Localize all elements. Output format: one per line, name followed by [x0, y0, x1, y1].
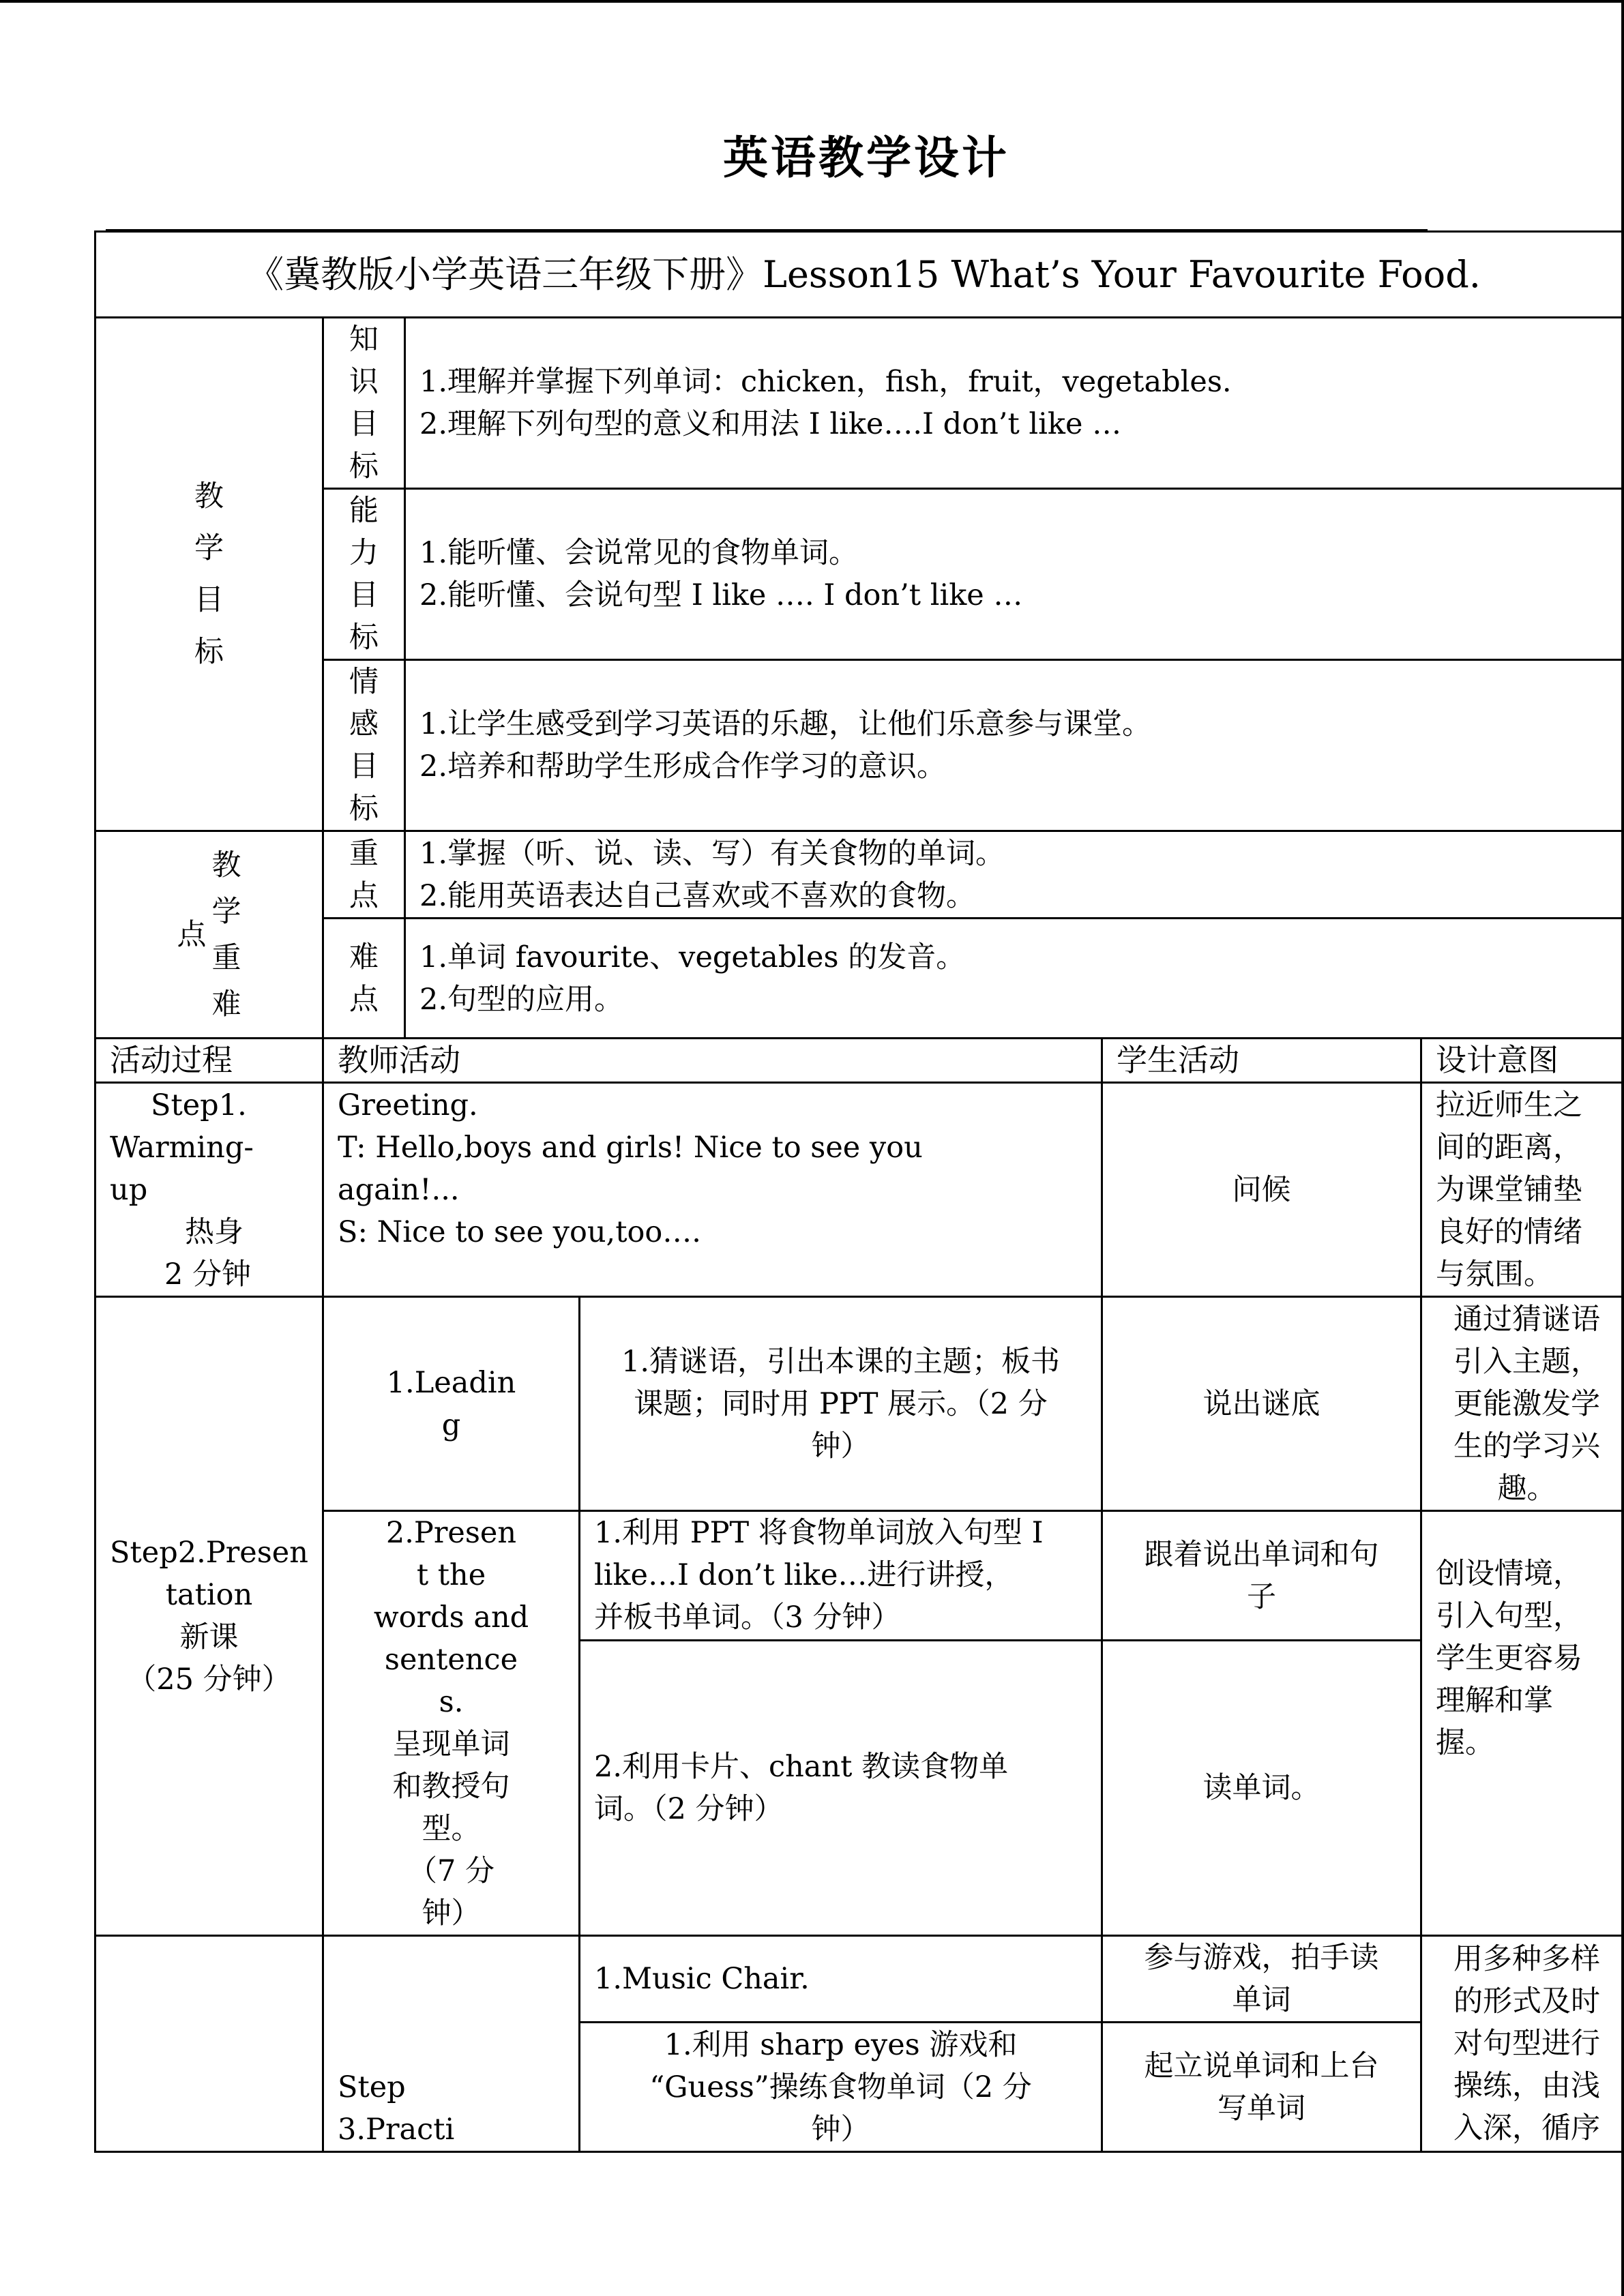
step3-label: Step 3.Practi [323, 1936, 580, 2152]
step2-present-student-2: 读单词。 [1102, 1641, 1421, 1936]
step2-present-label: 2.Presen t the words and sentence s. 呈现单词 和教授句 型。 （7 分 钟） [323, 1511, 580, 1936]
step3-row2-teacher: 1.利用 sharp eyes 游戏和 “Guess”操练食物单词（2 分 钟） [580, 2023, 1102, 2152]
keypoint-row-difficulty [95, 919, 1624, 1039]
emotion-content: 1.让学生感受到学习英语的乐趣，让他们乐意参与课堂。 2.培养和帮助学生形成合作学习的意识。 [405, 660, 1624, 831]
objective-row-knowledge [95, 318, 1624, 489]
step1-student: 问候 [1102, 1083, 1421, 1297]
lesson-plan-table [94, 230, 1624, 2153]
step2-present-row-1 [95, 1511, 1624, 1641]
step3-intent: 用多种多样 的形式及时 对句型进行 操练，由浅 入深，循序 [1421, 1936, 1624, 2152]
col-header-process: 活动过程 [95, 1039, 323, 1083]
step1-row [95, 1083, 1624, 1297]
step2-leading-intent: 通过猜谜语 引入主题， 更能激发学 生的学习兴 趣。 [1421, 1297, 1624, 1511]
knowledge-content: 1.理解并掌握下列单词：chicken，fish，fruit，vegetables. 2.理解下列句型的意义和用法 I like….I don’t like … [405, 318, 1624, 489]
col-header-intent: 设计意图 [1421, 1039, 1624, 1083]
lesson-heading-row [95, 232, 1624, 318]
knowledge-label: 知 识 目 标 [323, 318, 405, 489]
step2-present-intent: 创设情境， 引入句型， 学生更容易 理解和掌 握。 [1421, 1511, 1624, 1936]
step1-intent: 拉近师生之 间的距离， 为课堂铺垫 良好的情绪 与氛围。 [1421, 1083, 1624, 1297]
col-header-student: 学生活动 [1102, 1039, 1421, 1083]
step2-leading-row [95, 1297, 1624, 1511]
step3-row-1 [95, 1936, 1624, 2023]
lesson-heading: 《冀教版小学英语三年级下册》Lesson15 What’s Your Favourite Food. [95, 232, 1624, 318]
step1-teacher: Greeting. T: Hello,boys and girls! Nice to see you again!... S: Nice to see you,too…. [323, 1083, 1102, 1297]
step3-row1-teacher: 1.Music Chair. [580, 1936, 1102, 2023]
objectives-group-label: 教 学 目 标 [95, 318, 323, 831]
keypoint-row-focus [95, 831, 1624, 919]
activity-header-row [95, 1039, 1624, 1083]
objective-row-emotion [95, 660, 1624, 831]
keypoints-label-stack: 教 学 重 难 [211, 848, 241, 1022]
emotion-label: 情 感 目 标 [323, 660, 405, 831]
col-header-teacher: 教师活动 [323, 1039, 1102, 1083]
focus-label: 重 点 [323, 831, 405, 919]
step2-leading-label: 1.Leadin g [323, 1297, 580, 1511]
step3-process-cell [95, 1936, 323, 2152]
difficulty-label: 难 点 [323, 919, 405, 1039]
step2-present-student-1: 跟着说出单词和句 子 [1102, 1511, 1421, 1641]
objective-row-ability [95, 489, 1624, 660]
step3-row1-student: 参与游戏，拍手读 单词 [1102, 1936, 1421, 2023]
step2-present-teacher-1: 1.利用 PPT 将食物单词放入句型 I like…I don’t like…进行讲授， 并板书单词。（3 分钟） [580, 1511, 1102, 1641]
step2-present-teacher-2: 2.利用卡片、chant 教读食物单 词。（2 分钟） [580, 1641, 1102, 1936]
keypoints-group-label [95, 831, 323, 1039]
focus-content: 1.掌握（听、说、读、写）有关食物的单词。 2.能用英语表达自己喜欢或不喜欢的食物。 [405, 831, 1624, 919]
step3-row2-student: 起立说单词和上台 写单词 [1102, 2023, 1421, 2152]
step1-label: Step1. Warming- up 热身 2 分钟 [95, 1083, 323, 1297]
step2-leading-teacher: 1.猜谜语，引出本课的主题；板书 课题；同时用 PPT 展示。（2 分 钟） [580, 1297, 1102, 1511]
difficulty-content: 1.单词 favourite、vegetables 的发音。 2.句型的应用。 [405, 919, 1624, 1039]
step2-label: Step2.Presen tation 新课 （25 分钟） [95, 1297, 323, 1936]
step2-leading-student: 说出谜底 [1102, 1297, 1421, 1511]
ability-content: 1.能听懂、会说常见的食物单词。 2.能听懂、会说句型 I like …. I don’t like … [405, 489, 1624, 660]
page-top-border [0, 0, 1624, 3]
keypoints-label-left: 点 [177, 917, 207, 952]
ability-label: 能 力 目 标 [323, 489, 405, 660]
document-title: 英语教学设计 [723, 131, 1009, 184]
